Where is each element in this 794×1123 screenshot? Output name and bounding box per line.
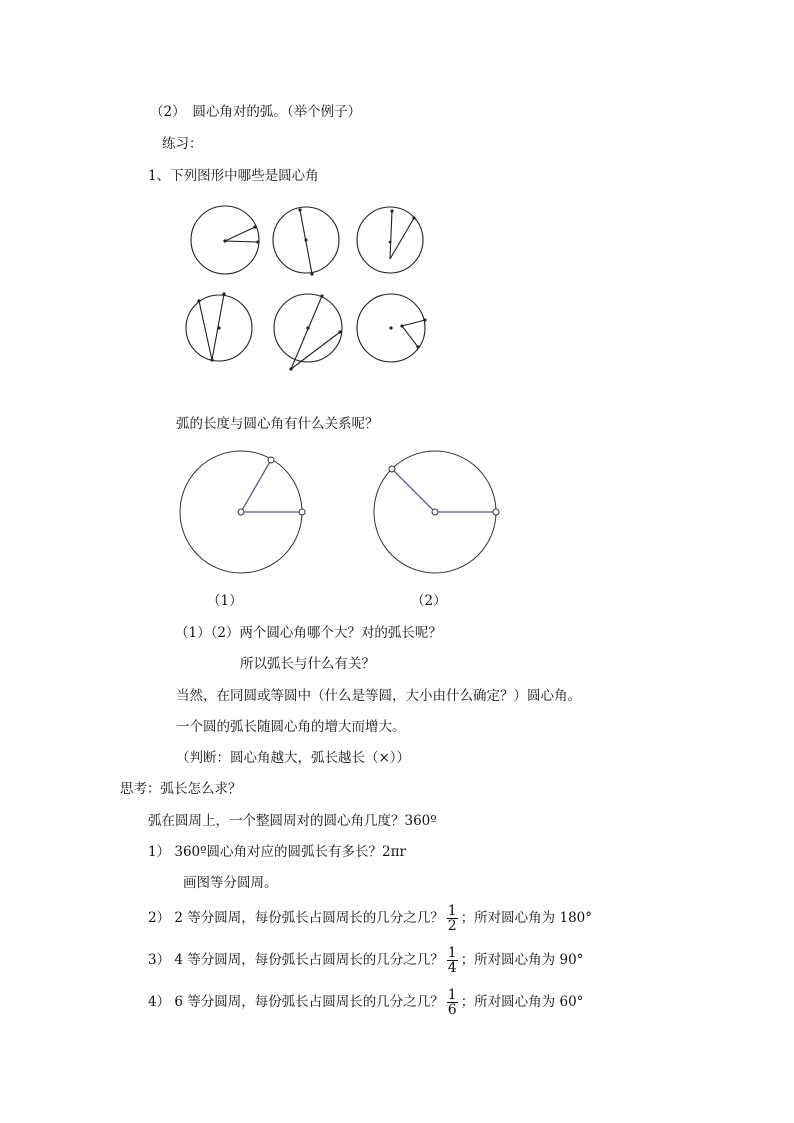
fraction-one-half (447, 904, 458, 933)
item-3-text: 3） 4 等分圆周，每份弧长占圆周长的几分之几？ (148, 952, 444, 968)
arc-grows-line: 一个圆的弧长随圆心角的增大而增大。 (176, 719, 406, 735)
fraction-numerator: 1 (447, 987, 457, 1003)
fraction-numerator: 1 (447, 945, 457, 961)
judge-line: （判断：圆心角越大，弧长越长（×）） (176, 750, 411, 766)
fraction-one-quarter (447, 946, 458, 975)
comparison-figure-2 (374, 451, 499, 573)
fraction-one-sixth (447, 988, 458, 1017)
item-2-angle: ；所对圆心角为 180° (460, 910, 592, 926)
exercise-circle-4 (186, 292, 252, 361)
item-4-text: 4） 6 等分圆周，每份弧长占圆周长的几分之几？ (148, 994, 444, 1010)
exercise-circle-1 (191, 206, 260, 274)
comparison-figure-1 (180, 451, 305, 573)
exercise-circle-3 (357, 207, 423, 273)
item-2-text: 2） 2 等分圆周，每份弧长占圆周长的几分之几？ (148, 910, 444, 926)
compare-question: （1）（2）两个圆心角哪个大？对的弧长呢？ (175, 625, 442, 641)
item-3-angle: ；所对圆心角为 90° (460, 952, 584, 968)
fraction-numerator: 1 (447, 903, 457, 919)
exercise-circle-6 (357, 294, 427, 362)
exercise-circle-5 (274, 294, 342, 371)
item-4 (148, 985, 583, 1019)
relation-question: 弧的长度与圆心角有什么关系呢？ (176, 416, 379, 432)
section-heading-2: （2） 圆心角对的弧。（举个例子） (150, 104, 362, 120)
think-line: 思考：弧长怎么求？ (120, 781, 242, 797)
fraction-denominator: 6 (447, 1002, 457, 1018)
draw-line: 画图等分圆周。 (183, 875, 278, 891)
full-circle-line: 弧在圆周上，一个整圆周对的圆心角几度？360º (148, 813, 437, 829)
question-1: 1、下列图形中哪些是圆心角 (148, 168, 319, 184)
figure-label-1: （1） (207, 593, 243, 609)
exercise-circle-2 (273, 207, 339, 276)
item-3 (148, 943, 583, 977)
practice-label: 练习： (162, 136, 203, 152)
so-question: 所以弧长与什么有关？ (240, 656, 375, 672)
of-course-line: 当然，在同圆或等圆中（什么是等圆，大小由什么确定？）圆心角。 (176, 688, 581, 704)
item-1: 1） 360º圆心角对应的圆弧长有多长？2πr (148, 844, 406, 860)
item-2 (148, 901, 592, 935)
fraction-denominator: 2 (447, 918, 457, 934)
item-4-angle: ；所对圆心角为 60° (460, 994, 584, 1010)
fraction-denominator: 4 (447, 960, 457, 976)
figure-label-2: （2） (411, 593, 447, 609)
